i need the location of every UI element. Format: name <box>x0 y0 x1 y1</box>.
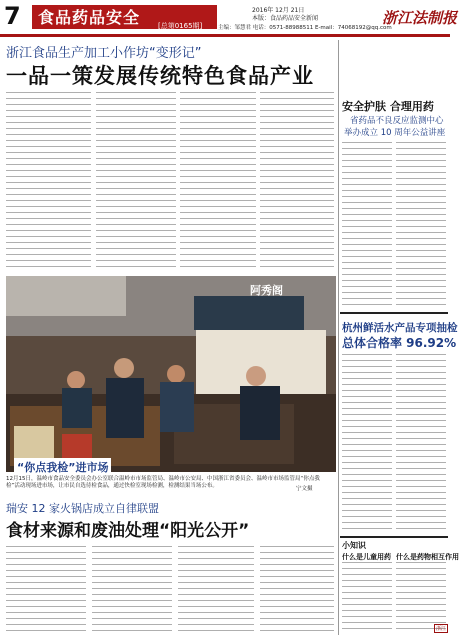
section-title: 食品药品安全 <box>38 8 141 27</box>
section-line: 本版：食品药品安全新闻 <box>252 15 319 22</box>
article2-headline: 安全护肤 合理用药 <box>342 100 434 113</box>
article2-deck-2: 举办成立 10 周年公益讲座 <box>344 128 446 138</box>
article4-column-3 <box>178 546 254 636</box>
market-photo <box>6 276 336 472</box>
article4-column-1 <box>6 546 86 636</box>
rule <box>340 312 448 314</box>
total-issue: [总第0165期] <box>158 22 203 30</box>
article2-deck-1: 省药品不良反应监测中心 <box>350 116 444 126</box>
sidebar-rule <box>340 536 448 538</box>
photo1-caption: 12月15日，温岭市食品安全委员会办公室联合温岭市市场监管局、温岭市公安局、中国浙江省委员会、温岭市市场监管局“你点我检”活动现场进市场，让市民自选待检食品，通过快检室现场检测，检测结果当场公布。 <box>6 476 320 489</box>
article4-headline: 食材来源和废油处理“阳光公开” <box>6 521 250 541</box>
shop-sign: 阿秀阁 <box>250 284 283 297</box>
article1-headline: 一品一策发展传统特色食品产业 <box>6 64 314 88</box>
photo1-title: “你点我检”进市场 <box>14 458 111 476</box>
article2-column-1 <box>342 142 392 312</box>
date-line: 2016年 12月 21日 <box>252 7 305 14</box>
article1-kicker: 浙江食品生产加工小作坊“变形记” <box>6 46 202 61</box>
article1-column-4 <box>260 92 334 270</box>
sidebar-heading: 小知识 <box>342 541 366 550</box>
article1-column-1 <box>6 92 91 272</box>
page-number: 7 <box>4 2 21 30</box>
article4-column-4 <box>260 546 334 636</box>
editor-line: 主编：邹慧君 电话：0571-88988511 E-mail：74068192@qq.com <box>218 25 392 31</box>
sidebar-q2: 什么是药物相互作用 <box>396 553 459 561</box>
article3-column-1 <box>342 354 392 534</box>
article1-column-2 <box>96 92 176 272</box>
sidebar-column-1 <box>342 562 392 634</box>
article2-column-2 <box>396 142 446 312</box>
article3-headline-2: 总体合格率 96.92% <box>342 336 457 350</box>
masthead: 浙江法制报 <box>382 9 458 27</box>
article1-column-3 <box>180 92 256 270</box>
article3-headline-1: 杭州鲜活水产品专项抽检 <box>342 322 458 334</box>
article4-kicker: 瑞安 12 家火锅店成立自律联盟 <box>6 502 159 515</box>
photo1-credit: 宁文摄 <box>296 486 313 492</box>
stamp: 浙江 <box>436 626 447 632</box>
article3-column-2 <box>396 354 446 534</box>
column-divider <box>338 40 339 635</box>
article4-column-2 <box>92 546 172 636</box>
sidebar-q1: 什么是儿童用药 <box>342 553 391 561</box>
market-photo-image <box>6 276 336 472</box>
